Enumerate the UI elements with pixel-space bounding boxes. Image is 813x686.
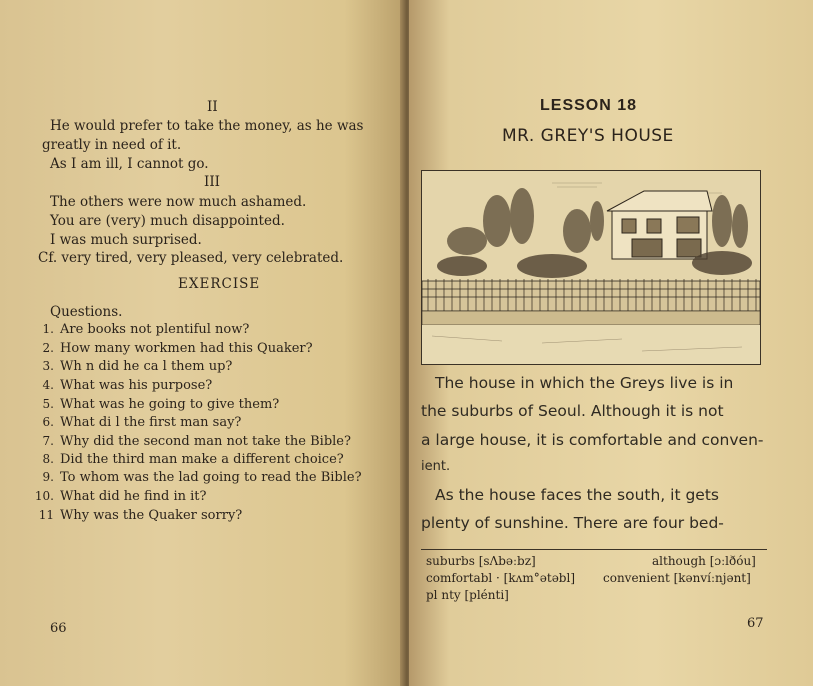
- example-line: He would prefer to take the money, as he was: [50, 118, 364, 134]
- gloss-although: although [ɔːlðóu]: [652, 554, 756, 568]
- example-line: The others were now much ashamed.: [50, 194, 307, 210]
- house-illustration: [421, 170, 761, 365]
- body-line: As the house faces the south, it gets: [435, 486, 719, 504]
- question-text: What did he find in it?: [60, 489, 207, 504]
- example-line: As I am ill, I cannot go.: [50, 156, 209, 172]
- question-item: [28, 378, 212, 393]
- question-item: [28, 452, 344, 467]
- house-drawing: [422, 171, 760, 364]
- gloss-convenient: convenient [kənvíːnjənt]: [603, 571, 751, 585]
- page-number-left: 66: [50, 621, 67, 636]
- question-number: 6.: [42, 415, 54, 429]
- gloss-plenty: pl nty [plénti]: [426, 588, 509, 602]
- question-number: 4.: [42, 378, 54, 392]
- question-text: Why was the Quaker sorry?: [60, 508, 243, 523]
- question-number: 7.: [42, 434, 54, 448]
- question-item: [28, 470, 362, 485]
- body-line: ient.: [421, 459, 451, 474]
- gloss-suburbs: suburbs [sΛbəːbz]: [426, 554, 536, 568]
- question-text: Wh n did he ca l them up?: [60, 359, 233, 374]
- question-text: Why did the second man not take the Bible?: [60, 434, 351, 449]
- question-number: 8.: [42, 452, 54, 466]
- body-line: plenty of sunshine. There are four bed-: [421, 514, 724, 532]
- question-item: [28, 359, 232, 374]
- question-item: [28, 415, 241, 430]
- question-number: 11: [38, 508, 54, 522]
- question-number: 10.: [34, 489, 54, 503]
- question-item: [28, 341, 313, 356]
- body-line: The house in which the Greys live is in: [435, 374, 734, 392]
- question-text: Are books not plentiful now?: [60, 322, 250, 337]
- example-line: Cf. very tired, very pleased, very celebrated.: [38, 250, 344, 266]
- left-page: [0, 0, 405, 686]
- section-heading-ii: II: [207, 99, 218, 115]
- question-text: To whom was the lad going to read the Bible?: [60, 470, 362, 485]
- question-item: [28, 434, 351, 449]
- question-number: 5.: [42, 397, 54, 411]
- question-text: What di l the first man say?: [60, 415, 242, 430]
- gloss-comfortable: comfortabl · [kʌm°ətəbl]: [426, 571, 576, 585]
- example-line: I was much surprised.: [50, 232, 202, 248]
- question-text: What was he going to give them?: [60, 397, 280, 412]
- question-number: 2.: [42, 341, 54, 355]
- questions-label: Questions.: [50, 304, 123, 320]
- question-item: [28, 397, 279, 412]
- example-line: greatly in need of it.: [42, 137, 182, 153]
- body-line: the suburbs of Seoul. Although it is not: [421, 402, 724, 420]
- exercise-heading: EXERCISE: [178, 276, 261, 292]
- lesson-heading: LESSON 18: [540, 97, 638, 114]
- body-line: a large house, it is comfortable and conven-: [421, 431, 764, 449]
- question-item: [28, 508, 242, 523]
- question-text: How many workmen had this Quaker?: [60, 341, 313, 356]
- page-number-right: 67: [747, 616, 764, 631]
- footnote-rule: [421, 549, 767, 550]
- lesson-title: MR. GREY'S HOUSE: [502, 126, 674, 146]
- question-item: [28, 322, 249, 337]
- question-text: What was his purpose?: [60, 378, 213, 393]
- section-heading-iii: III: [204, 174, 220, 190]
- example-line: You are (very) much disappointed.: [50, 213, 285, 229]
- question-number: 9.: [42, 470, 54, 484]
- question-number: 1.: [42, 322, 54, 336]
- question-item: [28, 489, 207, 504]
- question-number: 3.: [42, 359, 54, 373]
- question-text: Did the third man make a different choice?: [60, 452, 344, 467]
